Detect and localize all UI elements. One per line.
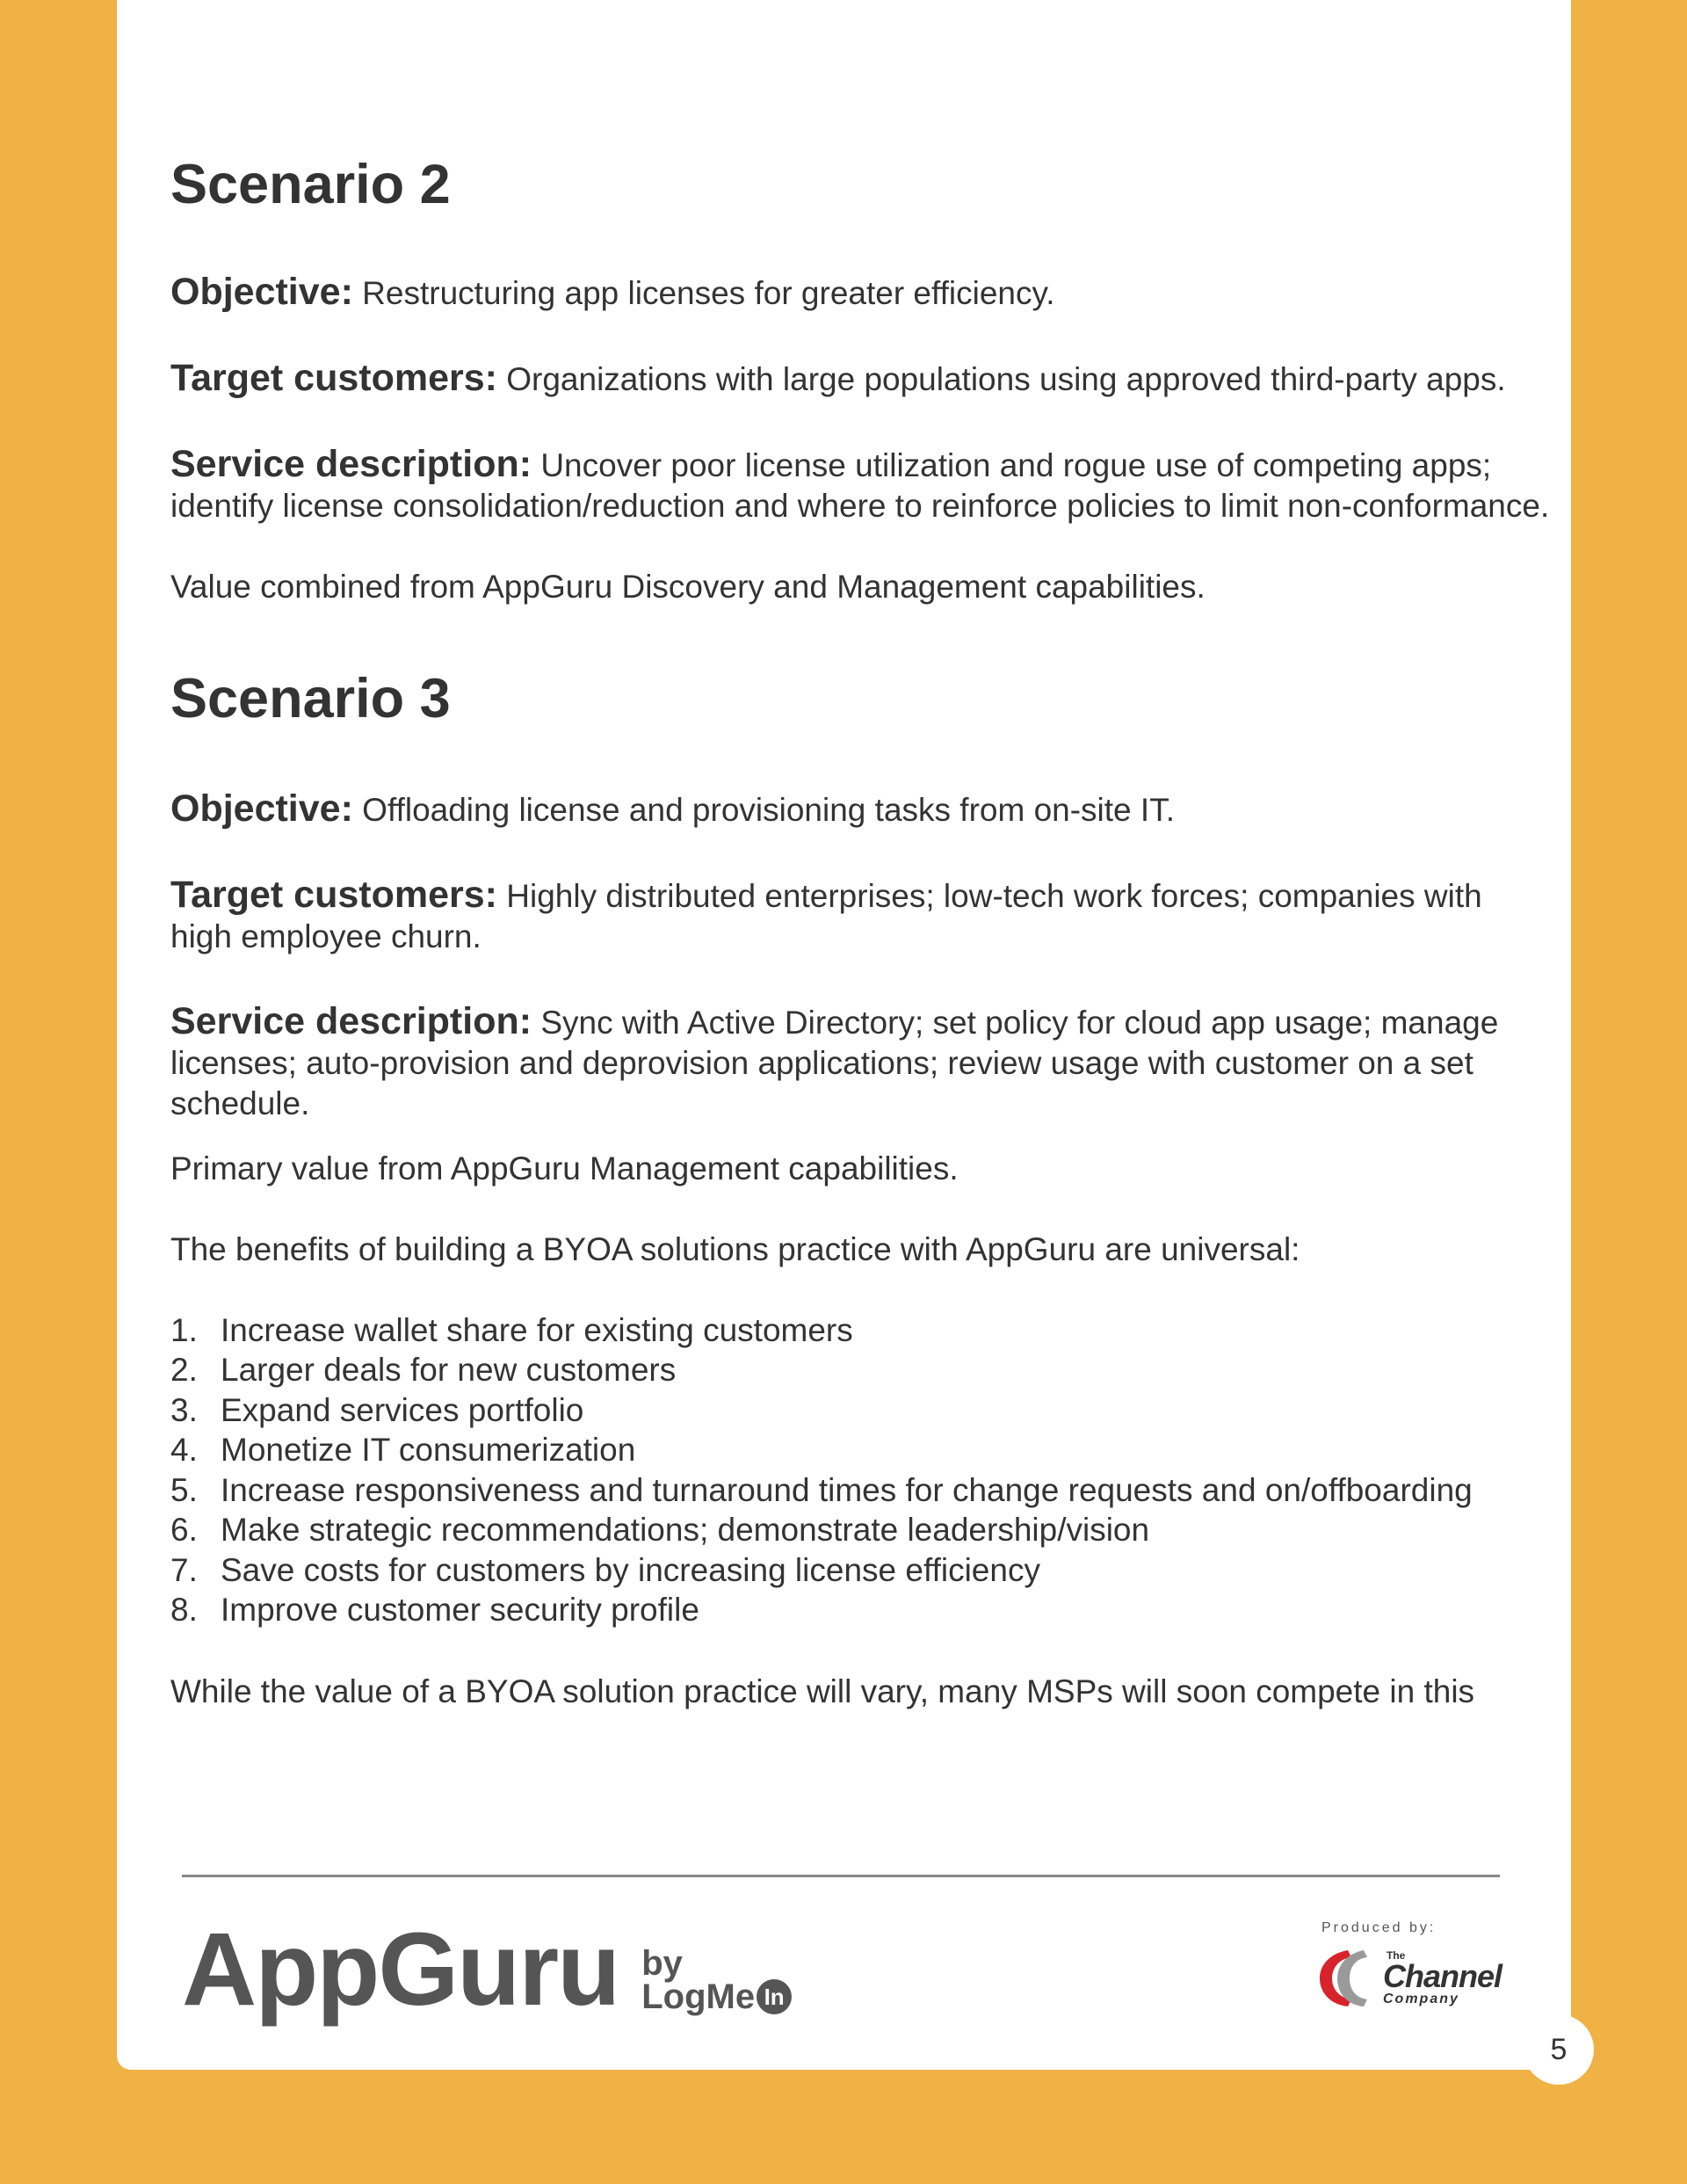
logo-by-text: by — [641, 1944, 683, 1983]
service-description-text: Sync with Active Directory; set policy for cloud app usage; manage licenses; auto-provision and deprovision applications; review usage with customer on a set schedule. — [170, 1004, 1499, 1121]
target-customers-text: Highly distributed enterprises; low-tech work forces; companies with high employee churn. — [170, 877, 1482, 954]
appguru-logo-wordmark: AppGuru — [182, 1912, 619, 2028]
scenario-3-heading: Scenario 3 — [170, 668, 451, 730]
list-item-text: Make strategic recommendations; demonstrate leadership/vision — [221, 1512, 1150, 1549]
document-page — [117, 0, 1571, 2070]
list-item-number: 5. — [170, 1471, 198, 1508]
list-item-number: 7. — [170, 1551, 198, 1588]
list-item — [170, 1550, 1550, 1591]
list-item-text: Expand services portfolio — [221, 1391, 584, 1428]
scenario-3-objective — [170, 788, 1550, 831]
appguru-logo — [182, 1912, 792, 2028]
channel-the-text: The — [1387, 1949, 1406, 1962]
list-item — [170, 1310, 1550, 1351]
list-item-number: 6. — [170, 1512, 198, 1549]
target-customers-text: Organizations with large populations using approved third-party apps. — [496, 361, 1506, 398]
target-customers-label: Target customers: — [170, 357, 497, 400]
objective-label: Objective: — [170, 787, 353, 830]
scenario-2-value: Value combined from AppGuru Discovery and Management capabilities. — [170, 569, 1206, 606]
service-description-text: Uncover poor license utilization and rogue use of competing apps; identify license consolidation/reduction and where to reinforce policies to limit non-conformance. — [170, 447, 1550, 525]
service-description-label: Service description: — [170, 999, 532, 1042]
benefits-list — [170, 1310, 1550, 1630]
list-item — [170, 1510, 1550, 1550]
list-item-text: Increase wallet share for existing customers — [221, 1311, 853, 1348]
scenario-3-target-customers — [170, 874, 1550, 957]
list-item — [170, 1470, 1550, 1511]
footer-divider — [182, 1875, 1500, 1877]
produced-by-label: Produced by: — [1321, 1920, 1437, 1935]
page-number-badge: 5 — [1524, 2014, 1594, 2085]
channel-name-text: Channel — [1383, 1958, 1502, 1994]
list-item-number: 8. — [170, 1592, 198, 1629]
page-content — [170, 155, 1550, 1712]
scenario-2-heading: Scenario 2 — [170, 154, 451, 215]
channel-company-text: Company — [1383, 1992, 1459, 2006]
objective-text: Restructuring app licenses for greater efficiency. — [352, 275, 1055, 312]
scenario-2-objective — [170, 272, 1550, 314]
logmein-byline — [641, 1944, 792, 2016]
list-item-number: 4. — [170, 1432, 198, 1469]
closing-paragraph: While the value of a BYOA solution practice will vary, many MSPs will soon compete in this — [170, 1672, 1475, 1709]
list-item — [170, 1390, 1550, 1431]
list-item-text: Monetize IT consumerization — [221, 1432, 636, 1469]
list-item-number: 3. — [170, 1391, 198, 1428]
list-item — [170, 1430, 1550, 1470]
target-customers-label: Target customers: — [170, 873, 497, 916]
list-item — [170, 1590, 1550, 1630]
logmein-wordmark — [641, 1979, 792, 2014]
list-item-text: Larger deals for new customers — [221, 1352, 677, 1389]
benefits-intro: The benefits of building a BYOA solutions practice with AppGuru are universal: — [170, 1230, 1300, 1267]
list-item-text: Improve customer security profile — [221, 1592, 699, 1629]
objective-label: Objective: — [170, 271, 353, 314]
logmein-text: LogMe — [641, 1977, 756, 2016]
list-item-number: 2. — [170, 1352, 198, 1389]
scenario-3-service-description — [170, 1001, 1550, 1124]
list-item — [170, 1350, 1550, 1390]
service-description-label: Service description: — [170, 443, 532, 486]
scenario-2-service-description — [170, 444, 1550, 526]
list-item-number: 1. — [170, 1311, 198, 1348]
channel-company-logo — [1318, 1947, 1502, 2010]
scenario-3-value: Primary value from AppGuru Management capabilities. — [170, 1150, 959, 1186]
channel-company-wordmark — [1383, 1950, 1502, 2006]
objective-text: Offloading license and provisioning tasks from on-site IT. — [352, 791, 1175, 828]
channel-swoosh-icon — [1318, 1947, 1376, 2010]
scenario-2-target-customers — [170, 358, 1550, 400]
list-item-text: Increase responsiveness and turnaround times for change requests and on/offboarding — [221, 1471, 1473, 1508]
list-item-text: Save costs for customers by increasing license efficiency — [221, 1551, 1040, 1588]
logmein-in-badge: In — [757, 1979, 792, 2014]
